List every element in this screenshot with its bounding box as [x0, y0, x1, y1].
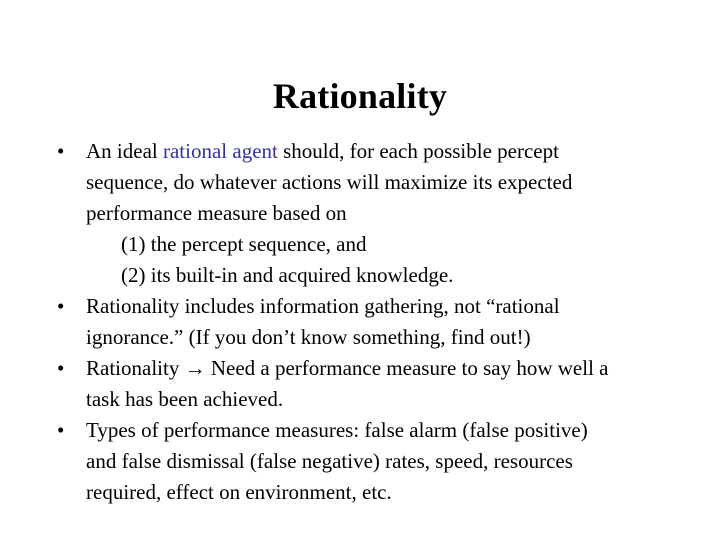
bullet-1-line-1-pre: An ideal: [86, 139, 163, 163]
bullet-item-performance-measure: [57, 353, 697, 415]
bullet-dot-icon: •: [57, 356, 65, 380]
bullet-1-sub-item-1: (1) the percept sequence, and: [121, 232, 367, 256]
bullet-1-sub-item-2: (2) its built-in and acquired knowledge.: [121, 263, 454, 287]
bullet-dot-icon: •: [57, 294, 65, 318]
slide-title: Rationality: [272, 76, 448, 116]
bullet-3-line-2: task has been achieved.: [86, 387, 284, 411]
bullet-dot-icon: •: [57, 139, 65, 163]
bullet-2-line-2: ignorance.” (If you don’t know something, find out!): [86, 325, 531, 349]
bullet-1-line-2: sequence, do whatever actions will maximize its expected: [86, 170, 573, 194]
bullet-item-ideal-agent: [57, 136, 697, 291]
bullet-4-line-3: required, effect on environment, etc.: [86, 480, 392, 504]
bullet-3-line-1-post: Need a performance measure to say how well a: [205, 356, 609, 380]
bullet-1-line-3: performance measure based on: [86, 201, 347, 225]
arrow-right-icon: →: [184, 356, 206, 380]
bullet-4-line-2: and false dismissal (false negative) rates, speed, resources: [86, 449, 573, 473]
rational-agent-term: rational agent: [162, 139, 278, 163]
bullet-1-line-1: [86, 136, 697, 167]
bullet-3-line-1: [86, 353, 697, 384]
bullet-3-line-1-pre: Rationality: [86, 356, 185, 380]
bullet-dot-icon: •: [57, 418, 65, 442]
bullet-item-information-gathering: [57, 291, 697, 353]
bullet-list: [57, 136, 697, 508]
bullet-2-line-1: Rationality includes information gathering, not “rational: [86, 294, 560, 318]
bullet-4-line-1: Types of performance measures: false alarm (false positive): [86, 418, 588, 442]
bullet-item-measure-types: [57, 415, 697, 508]
bullet-1-line-1-post: should, for each possible percept: [277, 139, 559, 163]
